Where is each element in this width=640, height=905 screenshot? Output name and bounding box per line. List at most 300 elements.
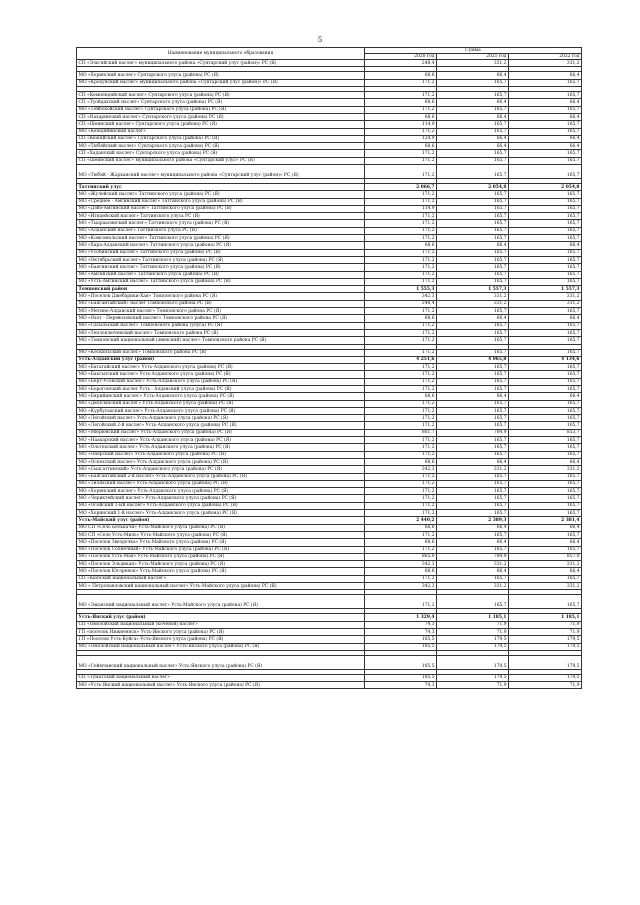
table-row <box>77 242 582 249</box>
table-row <box>77 524 582 531</box>
municipality-name-cell: МО «Дэйэ-Амгинский наслег» Таттинского улуса (района) РС (Я) <box>77 205 365 212</box>
amount-cell: 165,7 <box>437 121 509 128</box>
amount-cell: 165,7 <box>437 278 509 285</box>
table-row <box>77 502 582 509</box>
amount-cell: 165,7 <box>509 322 582 329</box>
municipality-name-cell: МО «Охот - Перевозовский наслег» Томпонского района РС (Я) <box>77 315 365 322</box>
amount-cell: 165,7 <box>437 437 509 444</box>
budget-table <box>76 47 582 689</box>
year-header: 2021 год <box>437 54 509 60</box>
table-row <box>77 315 582 322</box>
municipality-name-cell: МО «Бахсытский наслег» Усть-Алданского улуса (района) РС (Я) <box>77 371 365 378</box>
amount-cell: 74,3 <box>365 621 437 628</box>
municipality-name-cell: МО «Алданский наслег» Таттинского улуса РС (Я) <box>77 227 365 234</box>
amount-cell: 165,7 <box>437 546 509 553</box>
amount-cell: 171,2 <box>365 164 437 178</box>
municipality-name-cell: Таттинский улус <box>77 183 365 190</box>
amount-cell: 165,7 <box>437 235 509 242</box>
amount-cell: 171,2 <box>365 531 437 538</box>
amount-cell: 165,7 <box>437 264 509 271</box>
amount-cell: 171,2 <box>365 322 437 329</box>
amount-cell: 165,7 <box>509 157 582 164</box>
amount-cell: 165,7 <box>437 92 509 99</box>
amount-cell: 857,0 <box>509 553 582 560</box>
amount-cell: 342,3 <box>365 466 437 473</box>
table-row <box>77 293 582 300</box>
amount-cell: 165,7 <box>509 437 582 444</box>
amount-cell: 165,7 <box>509 386 582 393</box>
amount-cell: 68,6 <box>365 539 437 546</box>
amount-cell: 171,2 <box>365 488 437 495</box>
amount-cell: 165,7 <box>437 128 509 135</box>
table-row <box>77 595 582 609</box>
amount-cell: 165,7 <box>509 444 582 451</box>
amount-cell: 171,2 <box>365 349 437 356</box>
amount-cell: 171,2 <box>365 437 437 444</box>
municipality-name-cell: МО «Поселок Солнечный» Усть-Майского улуса (района) РС (Я) <box>77 546 365 553</box>
table-row <box>77 539 582 546</box>
amount-cell: 66,4 <box>509 524 582 531</box>
amount-cell: 66,4 <box>509 315 582 322</box>
amount-cell: 68,6 <box>365 524 437 531</box>
amount-cell: 171,2 <box>365 415 437 422</box>
amount-cell: 171,2 <box>365 256 437 263</box>
table-row <box>77 437 582 444</box>
amount-cell: 165,7 <box>509 164 582 178</box>
amount-cell: 171,2 <box>365 213 437 220</box>
table-row <box>77 655 582 669</box>
amount-cell: 165,7 <box>509 364 582 371</box>
amount-cell: 165,7 <box>437 308 509 315</box>
amount-cell: 185,5 <box>365 655 437 669</box>
municipality-name-cell: МО «Оспехский наслег» Усть-Алданского улуса (района) РС (Я) <box>77 458 365 465</box>
table-row <box>77 256 582 263</box>
amount-cell: 71,9 <box>509 628 582 635</box>
amount-cell: 66,4 <box>437 524 509 531</box>
table-row <box>77 546 582 553</box>
amount-cell: 784,9 <box>437 553 509 560</box>
table-row <box>77 329 582 336</box>
amount-cell: 66,4 <box>509 99 582 106</box>
amount-cell: 165,7 <box>437 473 509 480</box>
amount-cell: 2 381,4 <box>509 517 582 524</box>
municipality-name-cell: МО «Тиляхский наслег» Усть-Алданского улуса (района) РС (Я) <box>77 480 365 487</box>
amount-cell: 185,5 <box>365 674 437 681</box>
amount-cell: 165,7 <box>437 164 509 178</box>
municipality-name-cell: СП «Кюкяйский наслег» Сунтарского улуса (района) РС (Я) <box>77 135 365 142</box>
municipality-name-cell: МО «Дюпсюнский наслег» Усть-Алданского улуса (района) РС (Я) <box>77 400 365 407</box>
amount-cell: 165,7 <box>509 495 582 502</box>
table-row <box>77 106 582 113</box>
amount-cell: 171,2 <box>365 79 437 86</box>
table-row <box>77 79 582 86</box>
amount-cell: 165,7 <box>509 337 582 344</box>
municipality-name-cell: МО «Батагайский наслег» Усть-Алданского улуса (района) РС (Я) <box>77 364 365 371</box>
amount-cell: 2 440,2 <box>365 517 437 524</box>
amount-cell: 165,7 <box>437 213 509 220</box>
table-row <box>77 510 582 517</box>
table-row <box>77 143 582 150</box>
table-row <box>77 300 582 307</box>
amount-cell: 171,2 <box>365 502 437 509</box>
amount-cell: 171,2 <box>365 106 437 113</box>
amount-cell: 165,7 <box>509 488 582 495</box>
amount-cell: 165,7 <box>437 337 509 344</box>
municipality-name-cell: МО «Сасыльский наслег» Томпонского района (улуса) РС (Я) <box>77 322 365 329</box>
amount-cell: 165,7 <box>509 227 582 234</box>
municipality-name-cell: МО «Бярийинский наслег» Усть-Алданского улуса (района) РС (Я) <box>77 393 365 400</box>
amount-cell: 66,4 <box>437 72 509 79</box>
municipality-name-cell: МО «Баягинский наслег» Таттинского улуса (района) РС (Я) <box>77 264 365 271</box>
amount-cell: 165,7 <box>437 322 509 329</box>
municipality-name-cell: МО «Усть-Янский национальный наслег» Усть-Янского улуса (района) РС (Я) <box>77 682 365 689</box>
municipality-name-cell: МО «Тюбяйский наслег» Сунтарского улуса (района) РС (Я) <box>77 143 365 150</box>
municipality-name-cell: МО «Теплоключевский наслег» Томпонского района РС (Я) <box>77 329 365 336</box>
amount-cell: 331,2 <box>509 300 582 307</box>
amount-cell: 71,9 <box>437 628 509 635</box>
amount-cell: 74,3 <box>365 682 437 689</box>
amount-cell: 165,7 <box>437 349 509 356</box>
amount-cell: 66,4 <box>509 135 582 142</box>
amount-cell: 1 555,3 <box>365 286 437 293</box>
amount-cell: 165,7 <box>509 378 582 385</box>
amount-cell: 171,2 <box>365 249 437 256</box>
amount-cell: 165,7 <box>509 249 582 256</box>
amount-cell: 165,7 <box>437 531 509 538</box>
amount-cell: 165,7 <box>509 502 582 509</box>
amount-cell: 165,7 <box>437 422 509 429</box>
name-column-header: Наименование муниципального образования <box>77 48 365 60</box>
amount-cell: 165,7 <box>509 407 582 414</box>
table-row <box>77 308 582 315</box>
amount-cell: 171,2 <box>365 422 437 429</box>
municipality-name-cell: МО «Эжанский национальный наслег» Усть-Майского улуса (района) РС (Я) <box>77 595 365 609</box>
amount-cell: 165,7 <box>437 595 509 609</box>
amount-cell: 165,7 <box>509 480 582 487</box>
table-row <box>77 473 582 480</box>
amount-cell: 165,7 <box>437 271 509 278</box>
table-row <box>77 561 582 568</box>
municipality-name-cell: СП «Кюпский национальный наслег» <box>77 575 365 582</box>
table-row <box>77 60 582 67</box>
amount-cell: 331,2 <box>437 300 509 307</box>
amount-cell: 165,7 <box>509 256 582 263</box>
table-row <box>77 249 582 256</box>
amount-cell: 71,9 <box>509 682 582 689</box>
table-row <box>77 386 582 393</box>
municipality-name-cell: СП «Кемпендяйский наслег» Сунтарского улуса (района) РС (Я) <box>77 92 365 99</box>
amount-cell: 171,2 <box>365 271 437 278</box>
municipality-name-cell: МО «Поселок Югоренок» Усть-Майского улуса (района) РС (Я) <box>77 568 365 575</box>
amount-cell: 165,7 <box>509 595 582 609</box>
amount-cell: 66,4 <box>437 458 509 465</box>
municipality-name-cell: МО «Сеймчанский национальный наслег» Усть-Янского улуса (района) РС (Я) <box>77 655 365 669</box>
amount-cell: 331,2 <box>509 293 582 300</box>
amount-cell: 342,3 <box>365 293 437 300</box>
amount-cell: 66,4 <box>437 135 509 142</box>
table-row <box>77 583 582 590</box>
table-row <box>77 488 582 495</box>
amount-cell: 165,7 <box>437 502 509 509</box>
amount-cell: 331,2 <box>509 583 582 590</box>
municipality-name-cell: МО СП «Село Белькачи» Усть-Майского улуса (района) РС (Я) <box>77 524 365 531</box>
amount-cell: 171,2 <box>365 227 437 234</box>
amount-cell: 165,7 <box>509 546 582 553</box>
amount-cell: 179,5 <box>509 674 582 681</box>
amount-cell: 171,2 <box>365 337 437 344</box>
amount-cell: 171,2 <box>365 407 437 414</box>
table-body <box>77 60 582 689</box>
amount-cell: 171,2 <box>365 451 437 458</box>
municipality-name-cell: МО «Сыагаттинский» Усть-Алданского улуса (района) РС (Я) <box>77 466 365 473</box>
amount-cell: 165,7 <box>509 415 582 422</box>
amount-cell: 66,4 <box>509 143 582 150</box>
table-row <box>77 674 582 681</box>
amount-cell: 114,9 <box>365 205 437 212</box>
municipality-name-cell: МО «Поселок Усть-Мая» Усть-Майского улуса (района) РС (Я) <box>77 553 365 560</box>
amount-cell: 165,7 <box>437 510 509 517</box>
amount-cell: 171,2 <box>365 278 437 285</box>
amount-cell: 331,2 <box>509 60 582 67</box>
table-row <box>77 264 582 271</box>
table-row <box>77 480 582 487</box>
table-row <box>77 628 582 635</box>
amount-cell: 68,6 <box>365 143 437 150</box>
amount-cell: 66,4 <box>509 568 582 575</box>
amount-cell: 165,7 <box>509 329 582 336</box>
table-row <box>77 113 582 120</box>
amount-cell: 1 557,3 <box>509 286 582 293</box>
amount-cell: 165,7 <box>437 378 509 385</box>
amount-cell: 179,5 <box>509 655 582 669</box>
amount-cell: 165,7 <box>509 191 582 198</box>
amount-cell: 165,7 <box>437 386 509 393</box>
amount-cell: 865,0 <box>365 553 437 560</box>
amount-cell: 171,2 <box>365 546 437 553</box>
municipality-name-cell: МО «Хара-Алданский наслег» Таттинского улуса (района) РС (Я) <box>77 242 365 249</box>
table-group-row <box>77 183 582 190</box>
municipality-name-cell: МО «Наахарский наслег» Усть-Алданского улуса (района) РС (Я) <box>77 437 365 444</box>
amount-cell: 171,2 <box>365 150 437 157</box>
amount-cell: 1 557,3 <box>437 286 509 293</box>
municipality-name-cell: МО «Поселок Джебарики-Хая» Томпонского района РС (Я) <box>77 293 365 300</box>
amount-cell: 165,7 <box>437 256 509 263</box>
amount-cell: 165,7 <box>509 128 582 135</box>
municipality-name-cell: ГП «Поселок Усть-Куйга» Усть-Янского улуса (района) РС (Я) <box>77 636 365 643</box>
amount-cell: 171,2 <box>365 308 437 315</box>
table-group-row <box>77 517 582 524</box>
amount-cell: 68,6 <box>365 99 437 106</box>
amount-cell: 165,7 <box>437 227 509 234</box>
amount-cell: 165,7 <box>437 106 509 113</box>
amount-cell: 331,2 <box>437 583 509 590</box>
table-row <box>77 429 582 436</box>
amount-cell: 68,6 <box>365 458 437 465</box>
municipality-name-cell: МО «Легойский наслег» Усть-Алданского улуса (района) РС (Я) <box>77 415 365 422</box>
amount-cell: 165,7 <box>437 157 509 164</box>
amount-cell: 165,7 <box>437 329 509 336</box>
municipality-name-cell: МО «Кюндяйинский наслег» <box>77 128 365 135</box>
municipality-name-cell: МО «Мюрюнский наслег» Усть-Алданского улуса (района) РС (Я) <box>77 429 365 436</box>
amount-cell: 66,4 <box>437 242 509 249</box>
amount-cell: 171,2 <box>365 264 437 271</box>
amount-cell: 179,5 <box>437 655 509 669</box>
amount-cell: 171,2 <box>365 92 437 99</box>
amount-cell: 66,4 <box>509 393 582 400</box>
municipality-name-cell: МО «Усть-Амгинский наслег» Таттинского улуса (района) РС (Я) <box>77 278 365 285</box>
amount-cell: 185,5 <box>365 643 437 650</box>
amount-cell: 71,9 <box>437 621 509 628</box>
municipality-name-cell: СП «Шеинский наслег» муниципального района «Сунтарский улус» РС (Я) <box>77 157 365 164</box>
amount-cell: 171,2 <box>365 495 437 502</box>
amount-cell: 248,4 <box>365 300 437 307</box>
amount-cell: 2 066,7 <box>365 183 437 190</box>
amount-cell: 68,6 <box>365 315 437 322</box>
table-row <box>77 135 582 142</box>
table-row <box>77 121 582 128</box>
municipality-name-cell: МО «Осойский 1-ый наслег» Усть-Алданского улуса (района) РС (Я) <box>77 502 365 509</box>
table-row <box>77 213 582 220</box>
municipality-name-cell: МО «Комсомольский наслег» Таттинского улуса (района) РС (Я) <box>77 235 365 242</box>
amount-cell: 165,7 <box>437 488 509 495</box>
amount-cell: 165,7 <box>509 92 582 99</box>
municipality-name-cell: МО «Поселок Звездочка» Усть-Майского улуса (района) РС (Я) <box>77 539 365 546</box>
table-row <box>77 636 582 643</box>
municipality-name-cell: СП «Эльгяйский наслег» муниципального района «Сунтарский улус (район)» РС (Я) <box>77 60 365 67</box>
amount-cell: 165,7 <box>509 264 582 271</box>
municipality-name-cell: МО СП «Село Усть-Миль» Усть-Майского улуса (района) РС (Я) <box>77 531 365 538</box>
municipality-name-cell: МО «Игидейский наслег» Таттинского улуса РС (Я) <box>77 213 365 220</box>
municipality-name-cell: СП «Хаданский наслег» Сунтарского улуса (района) РС (Я) <box>77 150 365 157</box>
amount-cell: 165,7 <box>509 451 582 458</box>
amount-cell: 165,7 <box>437 451 509 458</box>
amount-cell: 171,2 <box>365 235 437 242</box>
amount-cell: 165,7 <box>437 480 509 487</box>
table-row <box>77 205 582 212</box>
amount-cell: 165,7 <box>437 191 509 198</box>
municipality-name-cell: СП «Туматский национальный наслег» <box>77 674 365 681</box>
municipality-name-cell: МО «Хоринский 1-й наслег» Усть-Алданского улуса (района) РС (Я) <box>77 510 365 517</box>
amount-cell: 2 054,8 <box>437 183 509 190</box>
amount-cell: 165,7 <box>509 278 582 285</box>
municipality-name-cell: Усть-Алданский улус (район) <box>77 356 365 363</box>
amount-cell: 124,9 <box>365 135 437 142</box>
amount-cell: 171,2 <box>365 329 437 336</box>
amount-cell: 68,6 <box>365 113 437 120</box>
amount-cell: 171,2 <box>365 198 437 205</box>
municipality-name-cell: МО «Берт-Усовский наслег» Усть-Алданского улуса (района) РС (Я) <box>77 378 365 385</box>
table-row <box>77 451 582 458</box>
municipality-name-cell: МО «Тюбяй - Жарханский наслег» муниципального района «Сунтарский улус (район)» РС (Я) <box>77 164 365 178</box>
amount-cell: 66,4 <box>437 143 509 150</box>
amount-cell: 68,6 <box>365 393 437 400</box>
amount-cell: 165,7 <box>437 220 509 227</box>
amount-cell: 66,4 <box>509 242 582 249</box>
table-row <box>77 271 582 278</box>
amount-cell: 171,2 <box>365 378 437 385</box>
amount-cell: 171,2 <box>365 364 437 371</box>
amount-cell: 171,2 <box>365 371 437 378</box>
table-row <box>77 400 582 407</box>
amount-cell: 171,2 <box>365 473 437 480</box>
amount-cell: 68,6 <box>365 242 437 249</box>
municipality-name-cell: МО «Омолойский национальный наслег» Усть-Янского улуса (района) РС (Я) <box>77 643 365 650</box>
amount-cell: 165,7 <box>437 400 509 407</box>
amount-cell: 165,7 <box>437 495 509 502</box>
table-row <box>77 235 582 242</box>
table-row <box>77 99 582 106</box>
table-row <box>77 378 582 385</box>
amount-cell: 66,4 <box>509 113 582 120</box>
municipality-name-cell: СП «Нахаринский наслег» Сунтарского улуса (района) РС (Я) <box>77 113 365 120</box>
amount-cell: 171,2 <box>365 157 437 164</box>
amount-cell: 165,7 <box>509 271 582 278</box>
table-row <box>77 157 582 164</box>
municipality-name-cell: МО «Тойбохойский наслег» Сунтарского улуса (района) РС (Я) <box>77 106 365 113</box>
amount-cell: 66,4 <box>437 568 509 575</box>
table-row <box>77 278 582 285</box>
year-header: 2020 год <box>365 54 437 60</box>
amount-cell: 66,4 <box>437 315 509 322</box>
amount-cell: 165,7 <box>509 575 582 582</box>
table-row <box>77 150 582 157</box>
municipality-name-cell: СП «Шеинский наслег» Сунтарского улуса (района) РС (Я) <box>77 121 365 128</box>
municipality-name-cell: МО «Мегино-Алданский наслег» Томпонского района РС (Я) <box>77 308 365 315</box>
amount-cell: 66,4 <box>509 539 582 546</box>
amount-cell: 114,9 <box>365 121 437 128</box>
amount-cell: 74,3 <box>365 628 437 635</box>
table-row <box>77 621 582 628</box>
amount-cell: 165,7 <box>509 422 582 429</box>
amount-cell: 342,3 <box>365 561 437 568</box>
amount-cell: 171,2 <box>365 480 437 487</box>
amount-cell: 165,7 <box>509 349 582 356</box>
amount-cell: 165,7 <box>509 150 582 157</box>
amount-cell: 66,4 <box>509 458 582 465</box>
amount-cell: 165,7 <box>437 407 509 414</box>
amount-cell: 179,5 <box>509 643 582 650</box>
amount-cell: 2 054,8 <box>509 183 582 190</box>
amount-cell: 165,7 <box>437 444 509 451</box>
municipality-name-cell: МО «Ольтехский наслег» Усть-Алданского улуса (района) РС (Я) <box>77 444 365 451</box>
table-row <box>77 407 582 414</box>
table-row <box>77 575 582 582</box>
amount-cell: 165,7 <box>437 150 509 157</box>
amount-cell: 784,9 <box>437 429 509 436</box>
table-row <box>77 371 582 378</box>
municipality-name-cell: СП «Омолойский национальный (кочевой) наслег» <box>77 621 365 628</box>
municipality-name-cell: Усть-Майский улус (район) <box>77 517 365 524</box>
amount-cell: 165,7 <box>437 371 509 378</box>
amount-cell: 342,3 <box>365 583 437 590</box>
table-row <box>77 92 582 99</box>
amount-cell: 179,5 <box>437 636 509 643</box>
table-row <box>77 191 582 198</box>
municipality-name-cell: МО «Чериктейский наслег» Усть-Алданского улуса (района) РС (Я) <box>77 495 365 502</box>
amount-cell: 1 185,1 <box>509 614 582 621</box>
table-row <box>77 72 582 79</box>
municipality-name-cell: МО «Жулейский наслег» Таттинского улуса (района) РС (Я) <box>77 191 365 198</box>
table-row <box>77 422 582 429</box>
amount-cell: 171,2 <box>365 220 437 227</box>
municipality-name-cell: МО «Амгинский наслег» Таттинского улуса (района) РС (Я) <box>77 271 365 278</box>
amount-cell: 171,2 <box>365 595 437 609</box>
amount-cell: 248,4 <box>365 60 437 67</box>
amount-cell: 66,4 <box>509 72 582 79</box>
municipality-name-cell: МО «Крохунский наслег» муниципального района «Сунтарский улус (район)» РС (Я) <box>77 79 365 86</box>
municipality-name-cell: МО «Баягантайский» наслег Томпонского района РС (Я) <box>77 300 365 307</box>
amount-cell: 165,7 <box>437 575 509 582</box>
